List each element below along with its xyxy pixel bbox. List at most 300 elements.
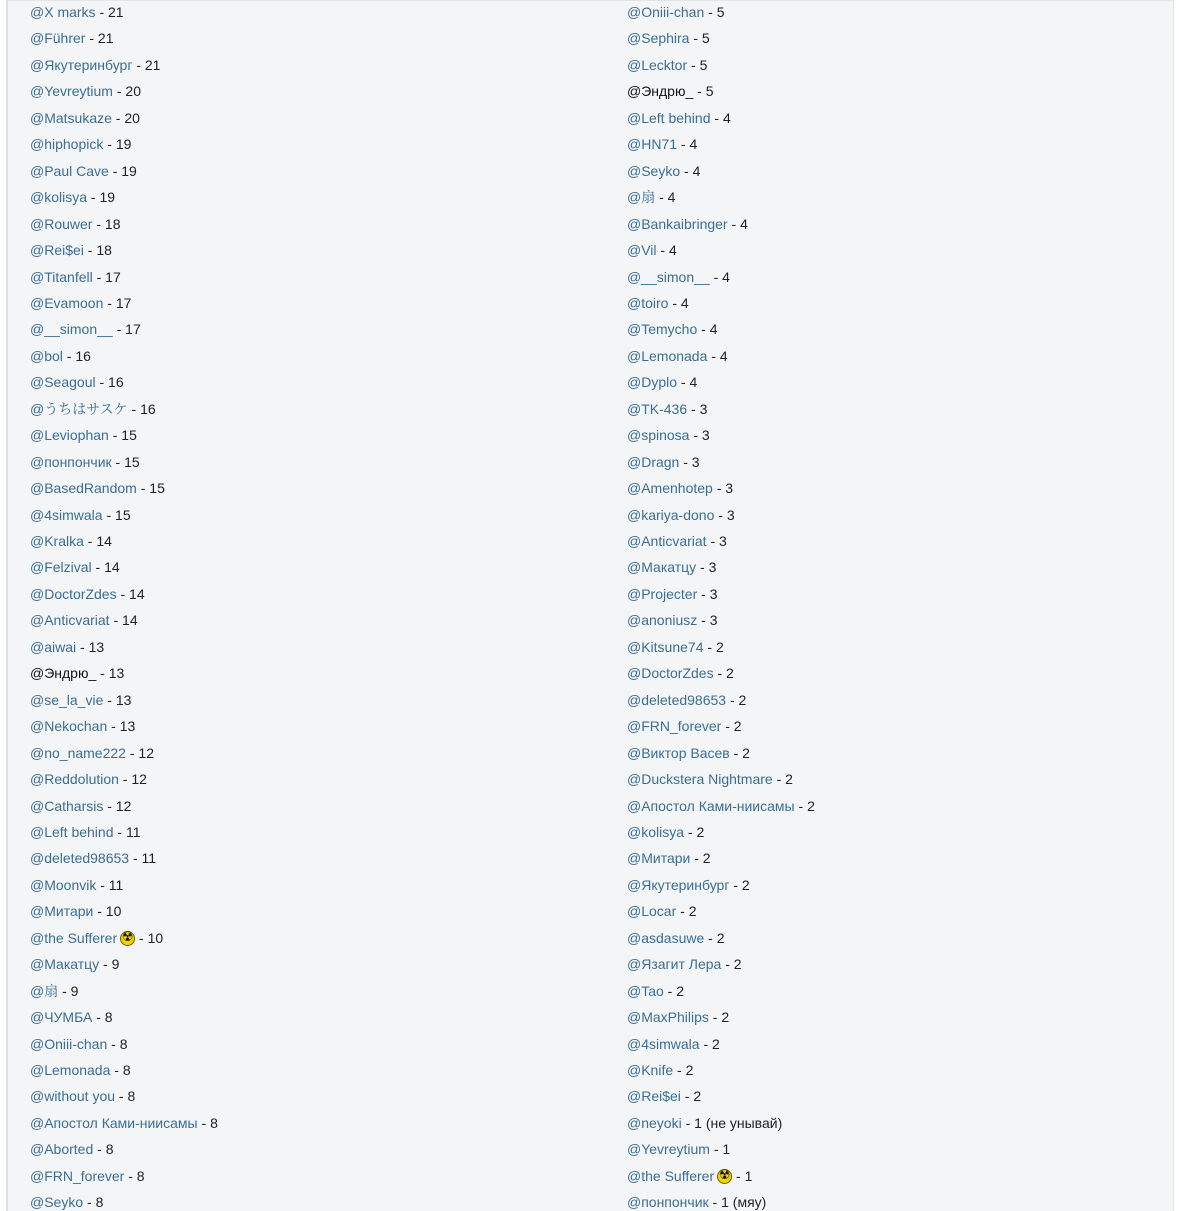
separator: -: [710, 109, 723, 126]
mention-count: 21: [97, 30, 114, 47]
mention-row: [627, 426, 710, 444]
mention-count: 2: [733, 956, 742, 973]
mention-count: 3: [708, 559, 717, 576]
separator: -: [690, 850, 703, 867]
user-mention-link[interactable]: @Knife: [627, 1062, 674, 1078]
mention-row: [30, 1140, 114, 1158]
mention-row: [30, 902, 121, 920]
user-mention-link[interactable]: @Oniii-chan: [627, 4, 705, 20]
mention-row: [30, 453, 140, 471]
mention-row: [627, 929, 725, 947]
mention-row: [627, 241, 677, 259]
separator: -: [135, 929, 148, 946]
mention-count: 14: [129, 585, 145, 602]
user-mention-link[interactable]: @without you: [30, 1088, 116, 1105]
mention-count: 19: [121, 162, 137, 179]
user-mention-link[interactable]: @Amenhotep: [627, 480, 713, 497]
separator: -: [129, 850, 142, 867]
mention-row: [30, 162, 137, 180]
separator: -: [704, 929, 717, 946]
mention-count: 11: [125, 823, 141, 840]
user-mention-link[interactable]: @Sephira: [627, 30, 690, 47]
mention-row: [627, 3, 725, 21]
separator: -: [112, 321, 126, 338]
mention-count: 2: [741, 876, 750, 893]
mention-row: [627, 955, 742, 973]
mention-row: [30, 1035, 128, 1053]
mention-row: [627, 215, 748, 233]
user-mention-link[interactable]: @Left behind: [627, 109, 711, 126]
mention-row: [627, 453, 700, 471]
mention-count: 14: [104, 559, 120, 576]
user-mention-link[interactable]: @the Sufferer: [627, 1167, 715, 1184]
mention-row: [30, 849, 156, 867]
separator: -: [197, 1114, 211, 1131]
separator: -: [794, 797, 808, 814]
mention-count: 17: [105, 268, 121, 285]
mention-row: [627, 1087, 701, 1105]
mention-count: 15: [149, 480, 165, 497]
mention-count: 8: [122, 1062, 131, 1078]
user-mention-link[interactable]: @Макатцу: [30, 956, 100, 973]
mention-count: 4: [692, 162, 701, 179]
separator: -: [679, 453, 692, 470]
mention-row: [30, 876, 123, 894]
user-mention-link[interactable]: @Виктор Васев: [627, 744, 730, 761]
separator: -: [58, 982, 71, 999]
mention-count: 5: [701, 30, 710, 47]
mention-count: 2: [712, 1035, 720, 1052]
separator: -: [108, 162, 122, 179]
mention-count: 10: [147, 929, 164, 946]
mention-count: 2: [676, 982, 685, 999]
mention-count: 2: [733, 718, 742, 735]
user-mention-link[interactable]: @Митари: [30, 903, 94, 920]
user-mention-link[interactable]: @kolisya: [627, 823, 685, 840]
separator: -: [680, 162, 693, 179]
separator: -: [727, 215, 741, 232]
mention-row: [627, 982, 684, 1000]
user-mention-link[interactable]: @deleted98653: [627, 691, 727, 708]
mention-row: [627, 770, 793, 788]
user-mention-link[interactable]: @BasedRandom: [30, 480, 137, 497]
user-mention-link[interactable]: @Vil: [627, 242, 657, 259]
separator: -: [103, 691, 116, 708]
mention-row: [627, 162, 700, 180]
user-mention-link[interactable]: @Kitsune74: [627, 638, 704, 655]
separator: -: [99, 956, 112, 973]
user-mention-link[interactable]: @Projecter: [627, 585, 698, 602]
mention-count: 21: [144, 56, 161, 73]
user-mention-link[interactable]: @Rei$ei: [30, 242, 84, 259]
separator: -: [708, 1194, 722, 1211]
mention-count: 8: [136, 1167, 145, 1184]
user-mention-link[interactable]: @Titanfell: [30, 268, 93, 285]
mention-count: 2: [688, 903, 697, 920]
separator: -: [76, 638, 89, 655]
separator: -: [721, 956, 734, 973]
mention-row: [627, 400, 707, 418]
user-mention-link[interactable]: @toiro: [627, 294, 669, 311]
user-mention-link[interactable]: @the Sufferer: [30, 929, 118, 946]
mention-row: [627, 1193, 766, 1211]
user-mention-link[interactable]: @Führer: [30, 30, 86, 47]
mention-row: [30, 82, 141, 100]
mention-row: [30, 744, 154, 762]
separator: -: [110, 1062, 123, 1078]
separator: -: [92, 1009, 105, 1026]
user-mention-link[interactable]: @Rei$ei: [627, 1088, 681, 1105]
mention-count: 10: [105, 903, 122, 920]
mention-count: 4: [709, 321, 718, 338]
mention-count: 3: [699, 400, 708, 417]
user-mention-link[interactable]: @__simon__: [627, 268, 710, 285]
mention-row: [30, 1114, 218, 1132]
user-mention-link[interactable]: @FRN_forever: [30, 1167, 125, 1184]
user-mention-link[interactable]: @anoniusz: [627, 612, 698, 629]
mention-count: 4: [722, 268, 730, 285]
mention-row: [30, 1167, 145, 1185]
separator: -: [697, 585, 710, 602]
user-mention-link[interactable]: @Якутеринбург: [30, 56, 133, 73]
user-mention-link[interactable]: @no_name222: [30, 744, 126, 761]
separator: -: [656, 242, 669, 259]
separator: -: [699, 1035, 713, 1052]
user-mention-link[interactable]: @Эндрю_: [627, 83, 694, 100]
mention-count: 9: [111, 956, 120, 973]
user-mention-link[interactable]: @DoctorZdes: [30, 585, 117, 602]
mention-count: 14: [96, 533, 112, 549]
mention-row: [627, 109, 731, 127]
mention-row: [30, 797, 131, 815]
user-mention-link[interactable]: @扇: [627, 189, 656, 206]
separator: -: [714, 506, 727, 523]
separator: -: [696, 559, 709, 576]
user-mention-link[interactable]: @Matsukaze: [30, 109, 112, 126]
separator: -: [95, 4, 109, 20]
mention-row: [30, 1008, 113, 1026]
separator: -: [689, 30, 702, 47]
user-mention-link[interactable]: @понпончик: [30, 453, 112, 470]
user-mention-link[interactable]: @Moonvik: [30, 876, 97, 893]
user-mention-link[interactable]: @TK-436: [627, 400, 688, 417]
mention-row: [30, 426, 137, 444]
user-mention-link[interactable]: @Yevreytium: [627, 1141, 710, 1158]
separator: -: [703, 638, 716, 655]
mention-count: 20: [124, 109, 140, 126]
separator: -: [96, 876, 109, 893]
mention-row: [627, 585, 717, 603]
separator: -: [116, 585, 130, 602]
mention-row: [627, 691, 746, 709]
user-mention-link[interactable]: @Апостол Ками-ниисамы: [627, 797, 795, 814]
user-mention-link[interactable]: @ЧУМБА: [30, 1009, 93, 1026]
mention-count: 20: [125, 83, 141, 100]
mention-row: [627, 373, 697, 391]
user-mention-link[interactable]: @Rouwer: [30, 215, 93, 232]
mention-row: [30, 109, 140, 127]
user-mention-link[interactable]: @Язагит Лера: [627, 956, 722, 973]
mention-row: [627, 188, 675, 206]
user-mention-link[interactable]: @Tao: [627, 982, 664, 999]
separator: -: [697, 321, 710, 338]
separator: -: [687, 56, 700, 73]
user-mention-link[interactable]: @Митари: [627, 850, 691, 867]
separator: -: [92, 268, 106, 285]
user-mention-link[interactable]: @Leviophan: [30, 427, 109, 444]
mention-count: 19: [115, 136, 132, 153]
mention-count: 18: [104, 215, 121, 232]
mention-row: [30, 373, 124, 391]
user-mention-link[interactable]: @spinosa: [627, 427, 690, 444]
user-mention-link[interactable]: @Seyko: [627, 162, 681, 179]
mention-row: [30, 135, 131, 153]
separator: -: [687, 400, 700, 417]
separator: -: [677, 374, 690, 391]
user-mention-link[interactable]: @aiwai: [30, 638, 77, 655]
user-mention-link[interactable]: @Duckstera Nightmare: [627, 771, 773, 788]
user-mention-link[interactable]: @kolisya: [30, 189, 88, 206]
mention-count: 4: [722, 109, 731, 126]
mention-row: [30, 56, 160, 74]
mention-row: [627, 849, 711, 867]
user-mention-link[interactable]: @Якутеринбург: [627, 876, 730, 893]
user-mention-link[interactable]: @4simwala: [30, 506, 103, 523]
separator: -: [729, 744, 743, 761]
separator: -: [706, 533, 720, 549]
mention-count: 2: [742, 744, 750, 761]
mention-row: [30, 1087, 135, 1105]
mention-count: 13: [119, 718, 136, 735]
separator: -: [113, 823, 126, 840]
user-mention-link[interactable]: @Dragn: [627, 453, 680, 470]
user-mention-link[interactable]: @Nekochan: [30, 718, 108, 735]
mention-row: [627, 135, 697, 153]
user-mention-link[interactable]: @Bankaibringer: [627, 215, 728, 232]
mention-row: [30, 1061, 131, 1079]
user-mention-link[interactable]: @понпончик: [627, 1194, 709, 1211]
separator: -: [689, 427, 702, 444]
mention-row: [627, 82, 714, 100]
user-mention-link[interactable]: @Catharsis: [30, 797, 104, 814]
mention-count: 17: [125, 321, 141, 338]
separator: -: [663, 982, 677, 999]
mention-row: [627, 320, 717, 338]
mention-count: 8: [210, 1114, 218, 1131]
mention-row: [627, 823, 704, 841]
mention-row: [627, 506, 735, 524]
mention-row: [627, 1061, 693, 1079]
mention-row: [30, 320, 141, 338]
user-mention-link[interactable]: @Yevreytium: [30, 83, 113, 100]
user-mention-link[interactable]: @Макатцу: [627, 559, 697, 576]
user-mention-link[interactable]: @扇: [30, 982, 59, 999]
separator: -: [91, 559, 105, 576]
mention-row: [30, 982, 78, 1000]
separator: -: [109, 612, 123, 629]
separator: -: [95, 374, 109, 391]
user-mention-link[interactable]: @neyoki: [627, 1114, 682, 1131]
user-mention-link[interactable]: @deleted98653: [30, 850, 130, 867]
mention-row: [627, 532, 727, 550]
mention-count: 15: [124, 453, 140, 470]
user-mention-link[interactable]: @うちはサスケ: [30, 400, 128, 417]
separator: -: [62, 347, 76, 364]
user-mention-link[interactable]: @Lemonada: [627, 347, 708, 364]
mention-count: 21: [108, 4, 124, 20]
user-mention-link[interactable]: @HN71: [627, 136, 678, 153]
user-mention-link[interactable]: @Seyko: [30, 1194, 84, 1211]
mention-count: 11: [141, 850, 157, 867]
separator: -: [684, 823, 697, 840]
user-mention-link[interactable]: @kariya-dono: [627, 506, 715, 523]
separator: -: [83, 533, 97, 549]
mention-count: 3: [709, 585, 718, 602]
user-mention-link[interactable]: @X marks: [30, 4, 96, 20]
mention-count: 17: [115, 294, 132, 311]
separator: -: [697, 612, 710, 629]
mention-count: 1 (не унывай): [694, 1114, 783, 1131]
mention-row: [30, 294, 131, 312]
separator: -: [693, 83, 706, 100]
user-mention-link[interactable]: @hiphopick: [30, 136, 104, 153]
user-mention-link[interactable]: @Temycho: [627, 321, 698, 338]
mention-row: [30, 611, 138, 629]
separator: -: [103, 797, 116, 814]
mention-count: 3: [719, 533, 727, 549]
mention-count: 3: [709, 612, 718, 629]
mention-count: 16: [75, 347, 91, 364]
mention-count: 16: [108, 374, 124, 391]
mention-count: 4: [689, 374, 698, 391]
user-mention-link[interactable]: @MaxPhilips: [627, 1009, 709, 1026]
mention-row: [30, 215, 120, 233]
mention-row: [627, 797, 815, 815]
separator: -: [712, 480, 726, 497]
separator: -: [729, 876, 742, 893]
separator: -: [108, 427, 122, 444]
separator: -: [111, 453, 125, 470]
user-mention-link[interactable]: @Anticvariat: [627, 533, 707, 549]
user-mention-link[interactable]: @bol: [30, 347, 63, 364]
mention-row: [30, 479, 165, 497]
mention-count: 3: [726, 506, 735, 523]
user-mention-link[interactable]: @Aborted: [30, 1141, 94, 1158]
mention-count: 13: [108, 665, 125, 682]
separator: -: [708, 1009, 722, 1026]
user-mention-link[interactable]: @DoctorZdes: [627, 665, 714, 682]
user-mention-link[interactable]: @Evamoon: [30, 294, 104, 311]
mention-row: [627, 876, 750, 894]
mention-count: 2: [715, 638, 724, 655]
mention-count: 3: [725, 480, 734, 497]
separator: -: [132, 56, 145, 73]
user-mention-link[interactable]: @Lecktor: [627, 56, 688, 73]
user-mention-link[interactable]: @__simon__: [30, 321, 113, 338]
mention-count: 4: [680, 294, 689, 311]
mention-row: [30, 1193, 103, 1211]
user-mention-link[interactable]: @4simwala: [627, 1035, 700, 1052]
user-mention-link[interactable]: @Anticvariat: [30, 612, 110, 629]
mention-count: 8: [105, 1141, 114, 1158]
mention-count: 4: [667, 189, 676, 206]
separator: -: [713, 665, 727, 682]
mention-count: 4: [740, 215, 748, 232]
mention-row: [30, 532, 112, 550]
mention-count: 12: [131, 771, 147, 788]
mention-row: [30, 188, 115, 206]
mention-count: 15: [115, 506, 131, 523]
mention-count: 2: [696, 823, 705, 840]
mention-count: 9: [70, 982, 79, 999]
mention-row: [30, 241, 112, 259]
mention-count: 1: [744, 1167, 753, 1184]
mention-count: 13: [88, 638, 105, 655]
mention-count: 14: [122, 612, 138, 629]
user-mention-link[interactable]: @Lemonada: [30, 1062, 111, 1078]
user-mention-link[interactable]: @Left behind: [30, 823, 114, 840]
mention-count: 18: [96, 242, 112, 259]
mention-row: [30, 3, 124, 21]
separator: -: [107, 718, 120, 735]
mention-count: 3: [701, 427, 710, 444]
mention-row: [627, 479, 733, 497]
user-mention-link[interactable]: @Kralka: [30, 533, 84, 549]
mention-count: 12: [138, 744, 154, 761]
mention-count: 4: [689, 136, 698, 153]
separator: -: [103, 294, 116, 311]
radiation-icon: [120, 931, 135, 946]
separator: -: [704, 4, 717, 20]
separator: -: [677, 136, 690, 153]
mention-row: [30, 691, 131, 709]
user-mention-link[interactable]: @Эндрю_: [30, 665, 97, 682]
mention-row: [30, 506, 131, 524]
mention-count: 12: [115, 797, 132, 814]
separator: -: [93, 903, 106, 920]
user-mention-link[interactable]: @Dyplo: [627, 374, 678, 391]
mention-count: 2: [721, 1009, 730, 1026]
mention-row: [30, 955, 119, 973]
mention-row: [627, 294, 689, 312]
mention-row: [30, 823, 141, 841]
mention-row: [30, 347, 91, 365]
mention-row: [30, 29, 113, 47]
mention-row: [627, 1008, 729, 1026]
user-mention-link[interactable]: @Locar: [627, 903, 677, 920]
separator: -: [87, 189, 100, 206]
user-mention-link[interactable]: @Апостол Ками-ниисамы: [30, 1114, 198, 1131]
user-mention-link[interactable]: @FRN_forever: [627, 718, 722, 735]
mention-count: 19: [99, 189, 116, 206]
user-mention-link[interactable]: @Reddolution: [30, 771, 119, 788]
mention-count: 11: [108, 876, 124, 893]
user-mention-link[interactable]: @se_la_vie: [30, 691, 104, 708]
mention-row: [627, 558, 716, 576]
separator: -: [127, 400, 141, 417]
mention-row: [627, 1114, 782, 1132]
user-mention-link[interactable]: @Oniii-chan: [30, 1035, 108, 1052]
user-mention-link[interactable]: @Seagoul: [30, 374, 96, 391]
user-mention-link[interactable]: @Paul Cave: [30, 162, 109, 179]
separator: -: [772, 771, 786, 788]
user-mention-link[interactable]: @Felzival: [30, 559, 92, 576]
mention-row: [627, 717, 742, 735]
mention-count: 8: [95, 1194, 104, 1211]
mention-count: 2: [702, 850, 711, 867]
mention-row: [627, 744, 750, 762]
user-mention-link[interactable]: @asdasuwe: [627, 929, 705, 946]
